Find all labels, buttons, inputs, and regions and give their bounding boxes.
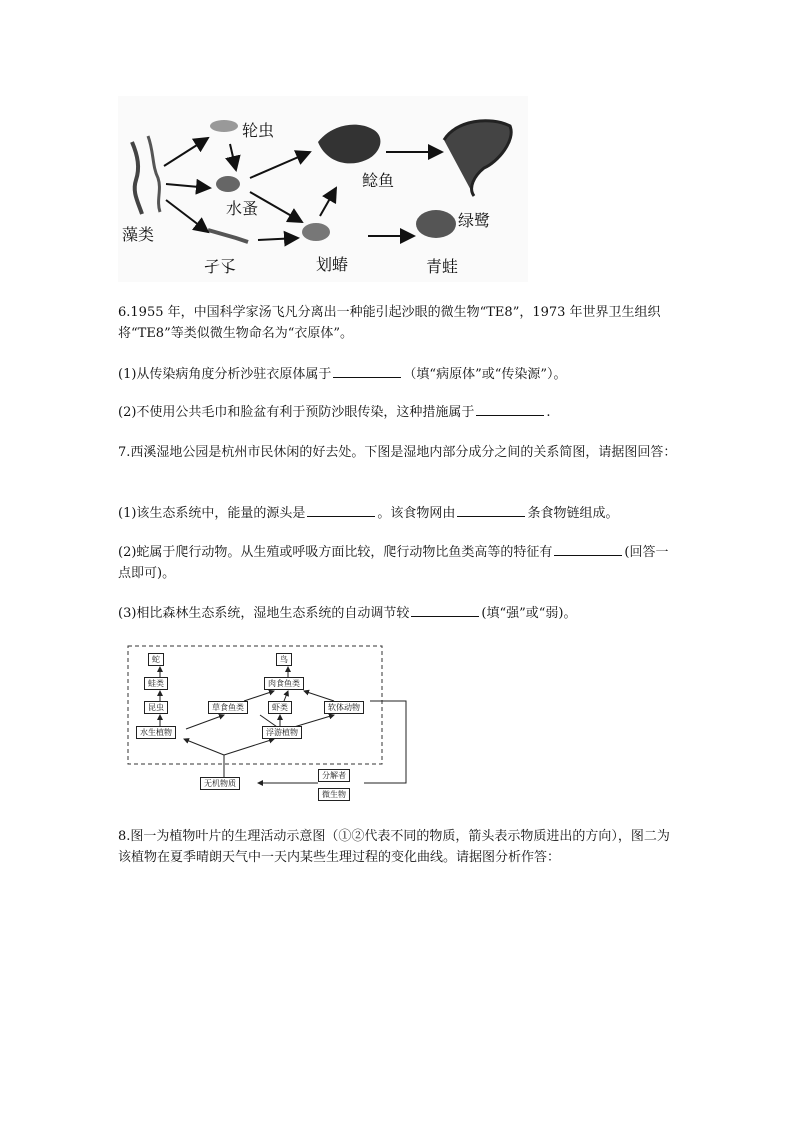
answer-blank[interactable] [457, 504, 525, 517]
question-6-part-1 [118, 364, 678, 385]
question-6-stem: 6.1955 年，中国科学家汤飞凡分离出一种能引起沙眼的微生物“TE8”，1973 年世界卫生组织将“TE8”等类似微生物命名为“衣原体”。 [118, 305, 661, 341]
node-carnivorous-fish: 肉食鱼类 [264, 677, 304, 690]
wetland-diagram-lines [124, 643, 414, 803]
label-catfish: 鲶鱼 [362, 171, 395, 190]
node-inorganic-matter: 无机物质 [200, 777, 240, 790]
answer-blank[interactable] [411, 604, 479, 617]
node-decomposer: 分解者 [318, 769, 350, 782]
rotifer-shape [210, 120, 238, 132]
question-7-part-1-mid: 。该食物网由 [377, 506, 456, 521]
question-7-stem: 7.西溪湿地公园是杭州市民休闲的好去处。下图是湿地内部分成分之间的关系简图，请据图回答： [118, 445, 677, 460]
question-7-part-2-text: (2)蛇属于爬行动物。从生殖或呼吸方面比较，爬行动物比鱼类高等的特征有 [118, 545, 553, 560]
question-6-part-2-text: (2)不使用公共毛巾和脸盆有利于预防沙眼传染，这种措施属于 [118, 405, 475, 420]
answer-blank[interactable] [476, 403, 544, 416]
food-web-illustration [118, 96, 528, 282]
label-water-boatman: 划蝽 [316, 255, 349, 274]
question-7-part-1-text: (1)该生态系统中，能量的源头是 [118, 506, 306, 521]
question-7-part-3-text: (3)相比森林生态系统，湿地生态系统的自动调节较 [118, 606, 410, 621]
wetland-food-web-diagram [124, 643, 414, 803]
node-insects: 昆虫 [144, 701, 168, 714]
node-microorganisms: 微生物 [318, 788, 350, 801]
node-mollusks: 软体动物 [324, 701, 364, 714]
node-bird: 鸟 [276, 653, 292, 666]
water-boatman-shape [302, 223, 330, 241]
frog-shape [416, 210, 456, 238]
question-7-part-2 [118, 542, 678, 584]
question-6-part-2-end: . [546, 405, 551, 420]
label-green-heron: 绿鹭 [458, 211, 491, 230]
question-6-part-2 [118, 402, 678, 423]
question-6-part-1-hint: （填“病原体”或“传染源”）。 [403, 367, 567, 382]
node-frogs: 蛙类 [144, 677, 168, 690]
question-8-stem: 8.图一为植物叶片的生理活动示意图（①②代表不同的物质，箭头表示物质进出的方向），图二为该植物在夏季晴朗天气中一天内某些生理过程的变化曲线。请据图分析作答： [118, 829, 670, 865]
label-water-flea: 水蚤 [226, 199, 259, 218]
node-aquatic-plants: 水生植物 [136, 726, 176, 739]
node-snake: 蛇 [148, 653, 164, 666]
question-7-part-1 [118, 503, 678, 524]
node-shrimp: 虾类 [268, 701, 292, 714]
answer-blank[interactable] [333, 365, 401, 378]
question-7-part-3 [118, 603, 678, 624]
question-7-part-2-end: (回答一点即可)。 [118, 545, 669, 581]
question-7-part-3-end: (填“强”或“弱)。 [481, 606, 577, 621]
node-herbivorous-fish: 草食鱼类 [208, 701, 248, 714]
question-6-part-1-text: (1)从传染病角度分析沙驻衣原体属于 [118, 367, 332, 382]
label-rotifer: 轮虫 [242, 121, 275, 140]
answer-blank[interactable] [554, 543, 622, 556]
question-7-part-1-end: 条食物链组成。 [527, 506, 619, 521]
answer-blank[interactable] [307, 504, 375, 517]
label-frog: 青蛙 [426, 257, 459, 276]
label-mosquito-larva: 孑孓 [204, 257, 237, 276]
water-flea-shape [216, 176, 240, 192]
label-algae: 藻类 [122, 225, 155, 244]
node-phytoplankton: 浮游植物 [262, 726, 302, 739]
